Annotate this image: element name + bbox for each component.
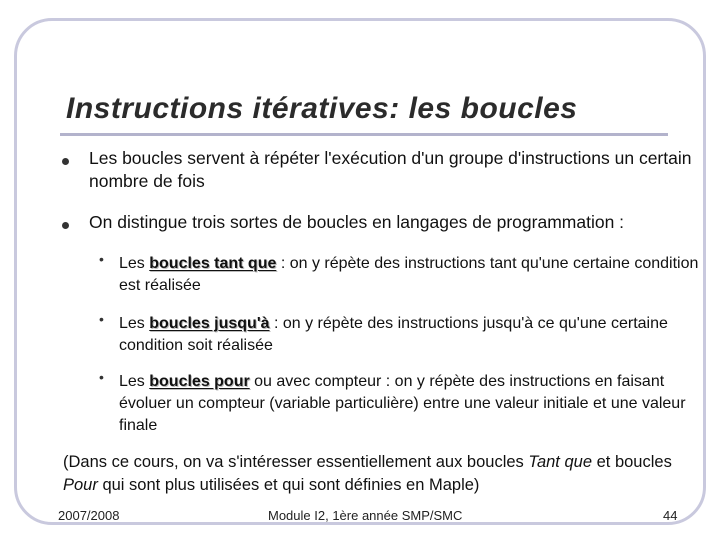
sub-bullet-dot: • — [99, 311, 104, 327]
footer-date: 2007/2008 — [58, 508, 120, 523]
keyword-jusqu-a: boucles jusqu'à — [149, 315, 270, 332]
footer-course: Module I2, 1ère année SMP/SMC — [268, 508, 463, 523]
bullet-dot — [62, 222, 69, 229]
keyword-tant-que: boucles tant que — [149, 255, 277, 272]
sub-bullet-3: Les boucles pour ou avec compteur : on y répète des instructions en faisant évoluer un compteur (variable particulière) entre une valeur initiale et une valeur finale — [119, 373, 686, 434]
bullet-dot — [62, 158, 69, 165]
course-note: (Dans ce cours, on va s'intéresser essentiellement aux boucles Tant que et boucles Pour qui sont plus utilisées et qui sont définies en Maple) — [63, 453, 672, 494]
bullet-1: Les boucles servent à répéter l'exécution d'un groupe d'instructions un certain nombre de fois — [89, 148, 692, 191]
sub-bullet-dot: • — [99, 251, 104, 267]
sub-bullet-1: Les boucles tant que : on y répète des instructions tant qu'une certaine condition est réalisée — [119, 255, 699, 294]
bullet-2: On distingue trois sortes de boucles en langages de programmation : — [89, 212, 625, 232]
sub-bullet-dot: • — [99, 369, 104, 385]
sub-bullet-2: Les boucles jusqu'à : on y répète des instructions jusqu'à ce qu'une certaine condition soit réalisée — [119, 315, 668, 354]
title-underline — [60, 133, 668, 136]
footer-page-number: 44 — [663, 508, 678, 523]
slide-title: Instructions itératives: les boucles — [66, 92, 578, 125]
keyword-pour: boucles pour — [149, 373, 250, 390]
